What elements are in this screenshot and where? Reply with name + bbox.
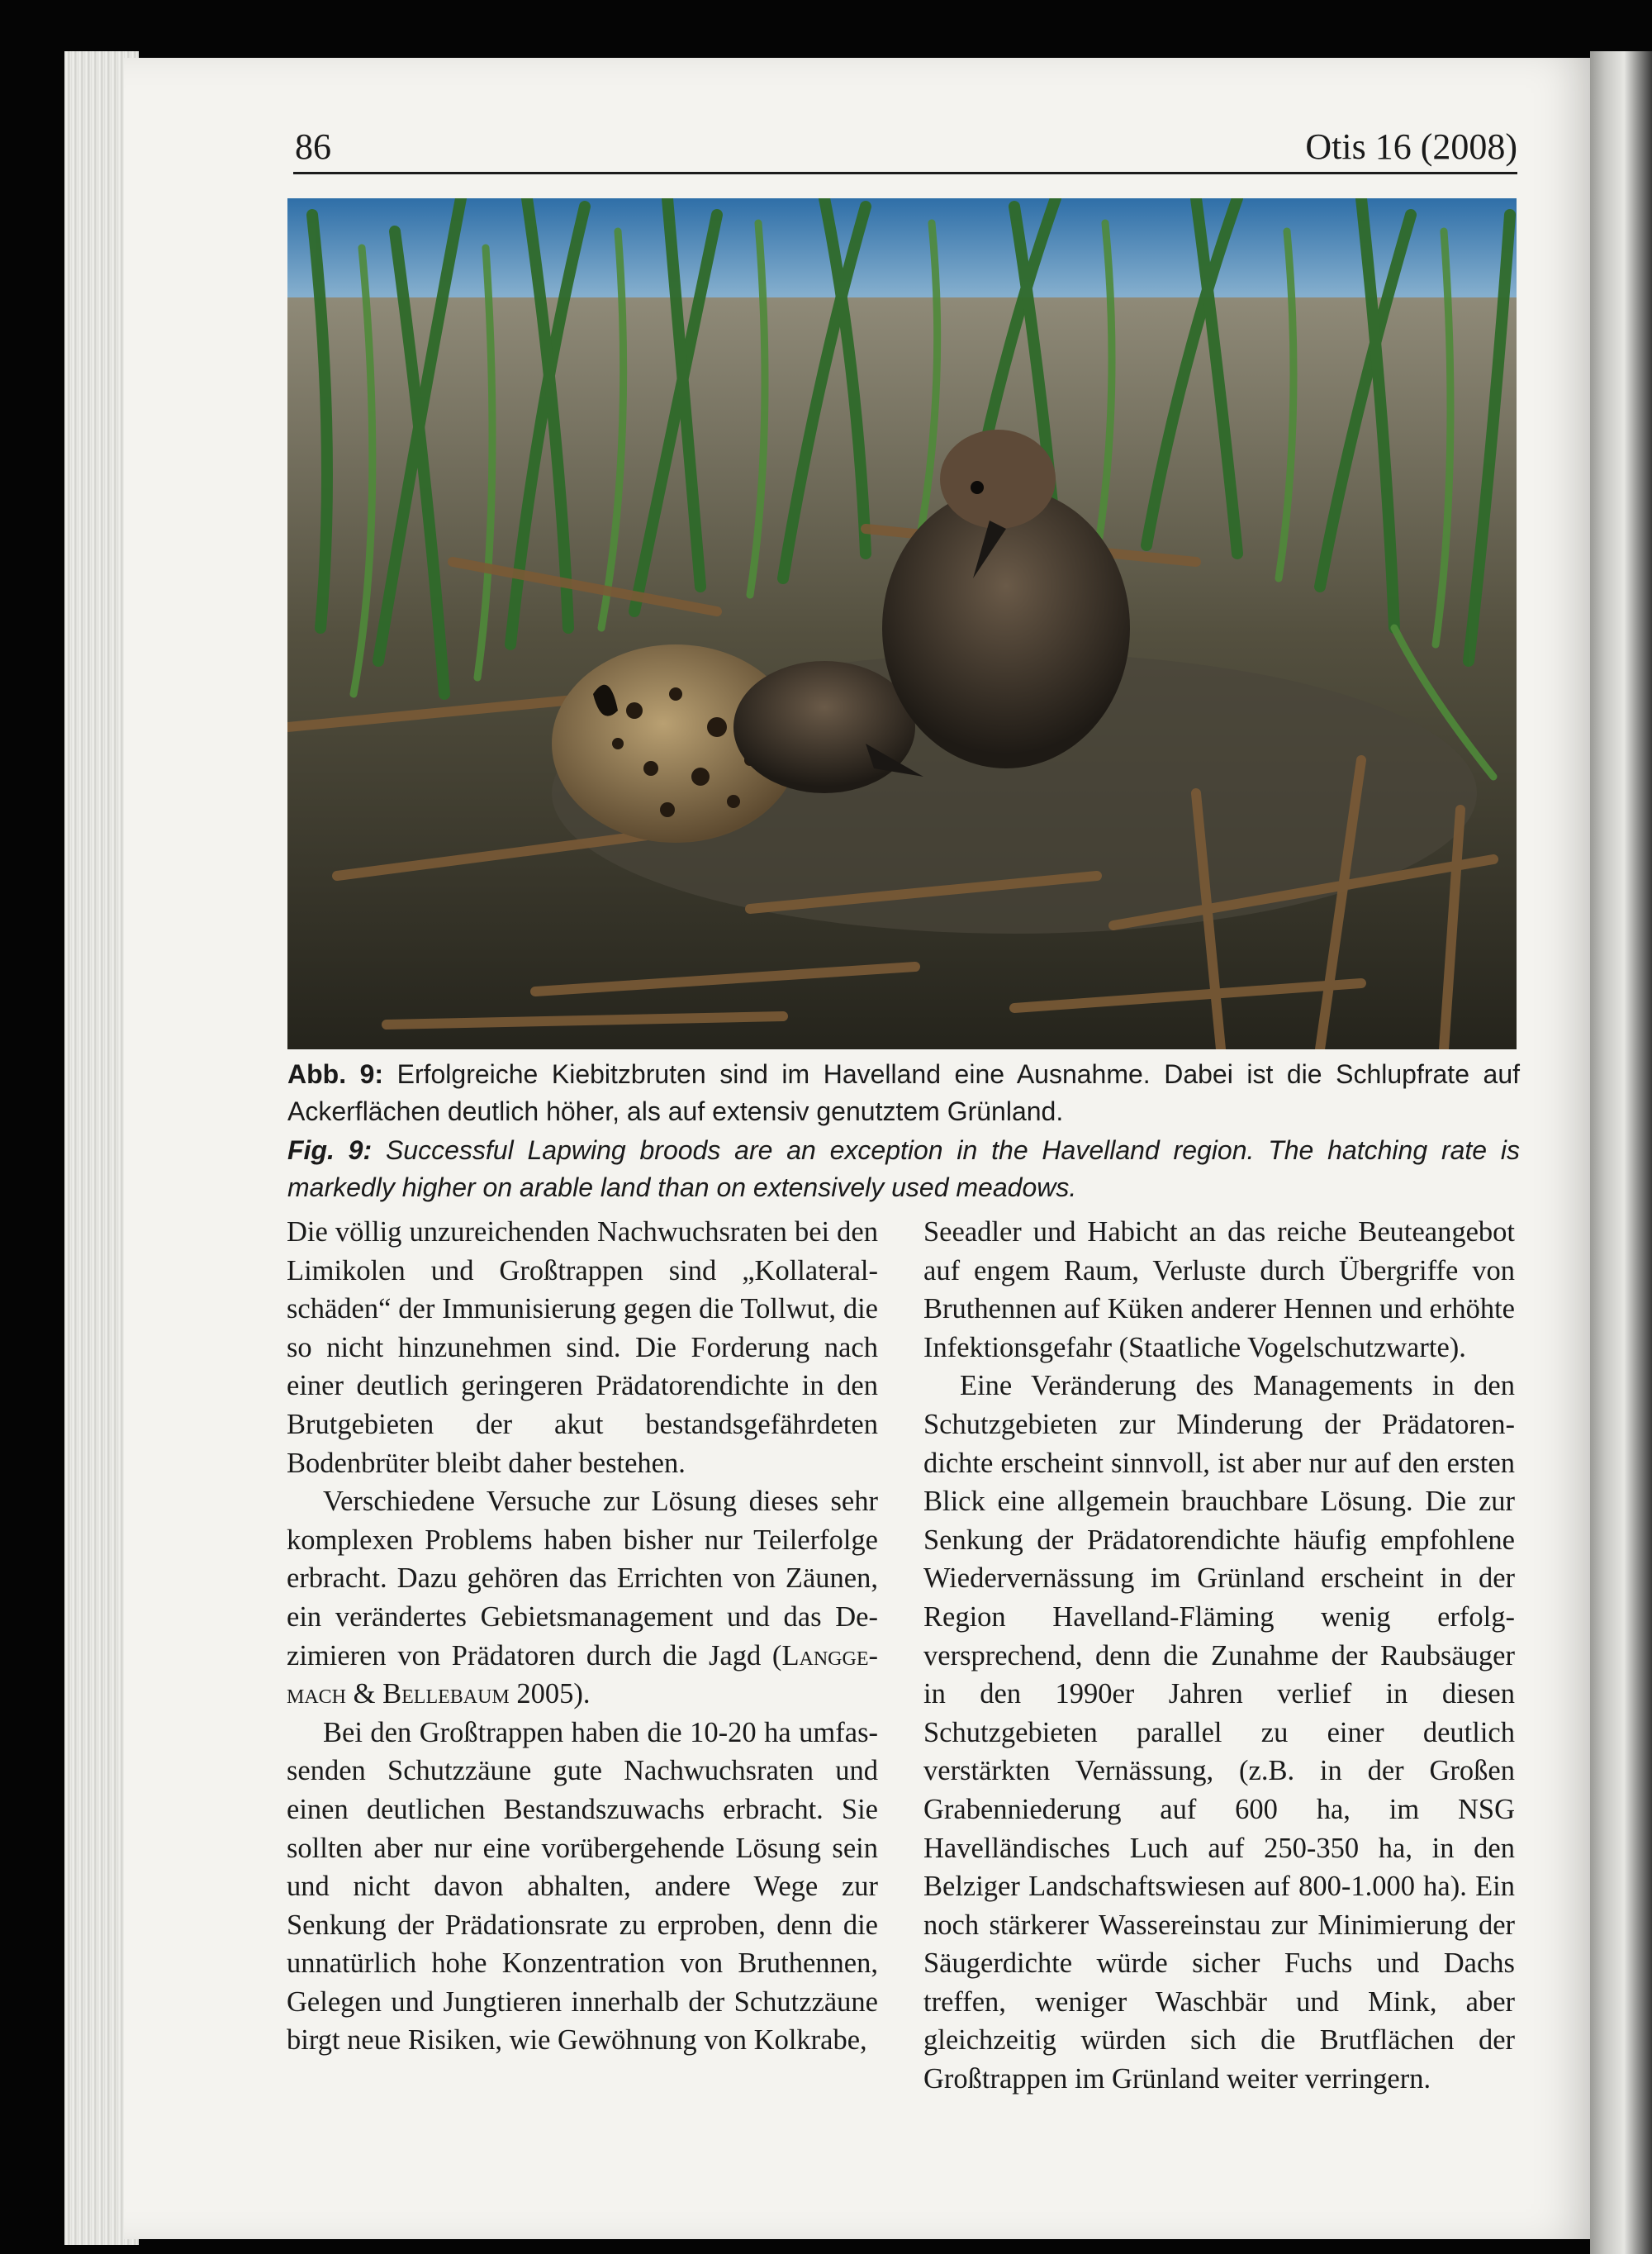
citation-ampersand: & [346,1678,383,1710]
running-header [293,122,1517,174]
citation-author: Langgemach [287,1639,878,1710]
journal-reference: Otis 16 (2008) [1305,126,1517,167]
paragraph-text: Verschiedene Versuche zur Lösung dieses sehr komplexen Problems haben bisher nur Teilerfolge erbracht. Dazu gehören das Errichten von Zäunen, ein verändertes Gebietsmanagement und das Dezimieren von Prädatoren durch die Jagd ( [287,1486,878,1671]
text-column-right [923,1213,1515,2099]
paragraph: Eine Veränderung des Managements in den Schutzgebieten zur Minderung der Prädatorendichte erscheint sinnvoll, ist aber nur auf den ersten Blick eine allgemein brauchbare Lösung. Die zur Senkung der Prädatorendichte häufig empfohlene Wiedervernässung im Grünland erscheint in der Region Havelland-Fläming wenig erfolgversprechend, denn die Zunahme der Raubsäuger in den 1990er Jahren verlief in diesen Schutzgebieten parallel zu einer deutlich verstärkten Vernässung, (z.B. in der Großen Grabenniederung auf 600 ha, im NSG Havelländisches Luch auf 250-350 ha, in den Belziger Landschaftswiesen auf 800-1.000 ha). Ein noch stärkerer Wassereinstau zur Minimierung der Säugerdichte würde sicher Fuchs und Dachs treffen, weniger Waschbär und Mink, aber gleichzeitig würden sich die Brutflächen der Großtrappen im Grünland weiter verringern. [923,1370,1515,2095]
figure-caption [287,1056,1520,1206]
paragraph: Die völlig unzureichenden Nachwuchsraten bei den Limikolen und Großtrappen sind „Kollateralschäden“ der Immunisierung gegen die Tollwut, die so nicht hinzunehmen sind. Die Forderung nach einer deutlich geringeren Prädatorendichte in den Brutgebieten der akut bestandsgefährdeten Bodenbrüter bleibt daher bestehen. [287,1216,878,1479]
book-spine [1590,51,1652,2254]
paragraph [287,1482,878,1714]
caption-english-text: Successful Lapwing broods are an exception in the Havelland region. The hatching rate is markedly higher on arable land than on extensively used meadows. [287,1135,1521,1202]
paragraph: Seeadler und Habicht an das reiche Beuteangebot auf engem Raum, Verluste durch Übergriffe von Bruthennen auf Küken anderer Hennen und erhöhte Infektionsgefahr (Staatliche Vogelschutzwarte). [923,1216,1515,1363]
page-number: 86 [295,126,331,167]
caption-german [287,1056,1520,1130]
figure-photo-lapwing-nest [287,198,1517,1049]
text-column-left [287,1213,878,2060]
caption-german-label: Abb. 9: [287,1059,384,1089]
citation-year: 2005). [509,1678,591,1710]
caption-german-text: Erfolgreiche Kiebitzbruten sind im Havelland eine Ausnahme. Dabei ist die Schlupfrate auf Ackerflächen deutlich höher, als auf extensiv genutztem Grünland. [287,1059,1521,1126]
paragraph: Bei den Großtrappen haben die 10-20 ha umfassenden Schutzzäune gute Nachwuchsraten und einen deutlichen Bestandszuwachs erbracht. Sie sollten aber nur eine vorübergehende Lösung sein und nicht davon abhalten, andere Wege zur Senkung der Prädationsrate zu erproben, denn die unnatürlich hohe Konzentration von Bruthennen, Gelegen und Jungtieren innerhalb der Schutzzäune birgt neue Risiken, wie Gewöhnung von Kolkrabe, [287,1716,878,2057]
citation-author: Bellebaum [382,1678,510,1710]
caption-english [287,1132,1520,1206]
photo-illustration [287,198,1517,1049]
caption-english-label: Fig. 9: [287,1135,373,1165]
